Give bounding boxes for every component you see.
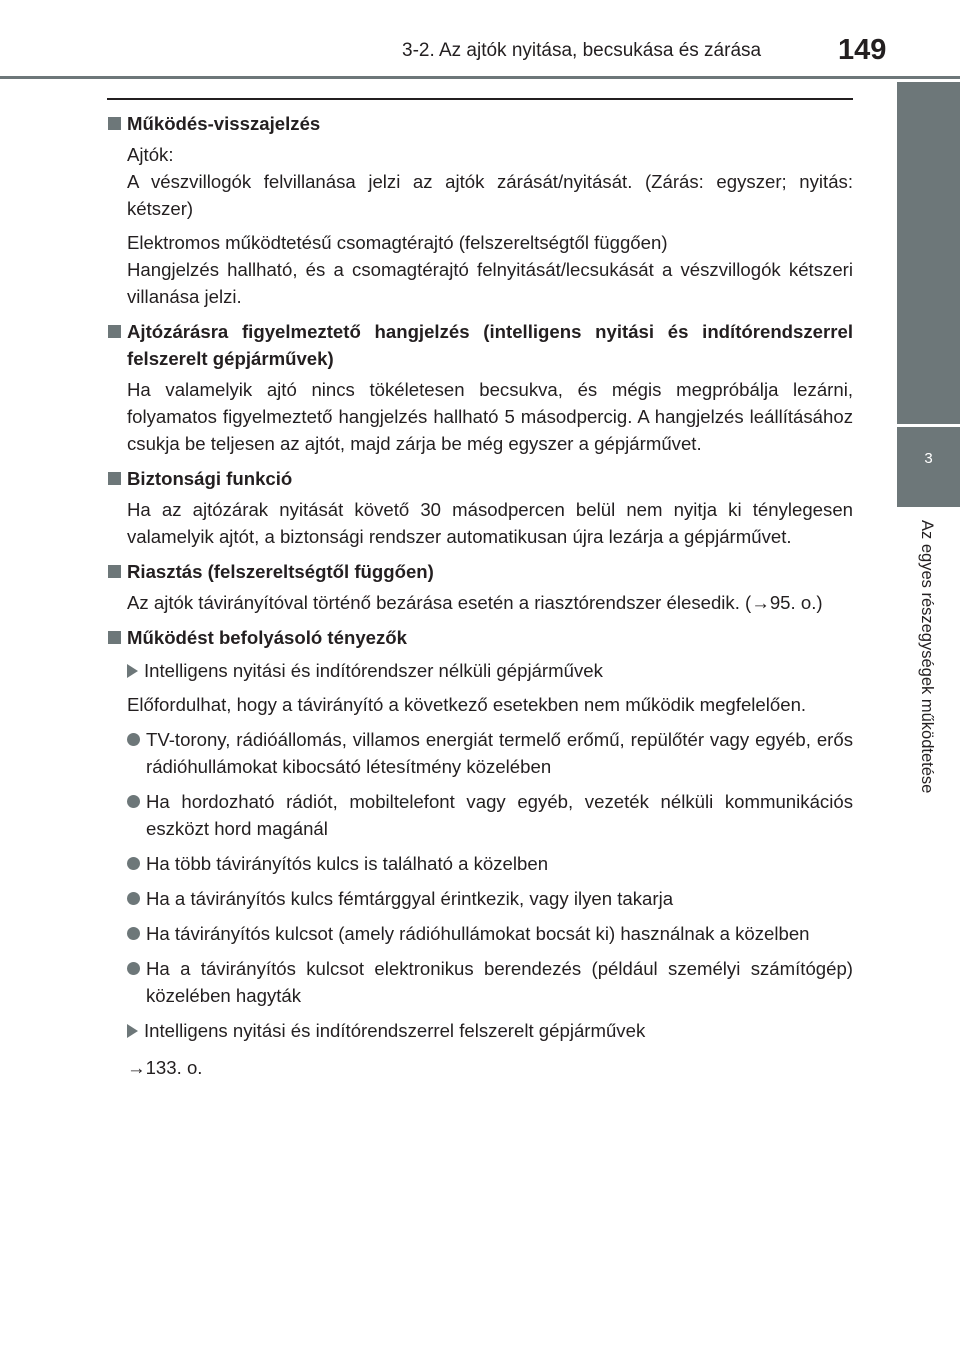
triangle-bullet-icon <box>127 664 138 678</box>
paragraph: Elektromos működtetésű csomagtérajtó (felszereltségtől függően) <box>127 232 668 253</box>
paragraph: Az ajtók távirányítóval történő bezárása esetén a riasztórendszer élesedik. (→95. o.) <box>127 592 823 613</box>
subheading: Intelligens nyitási és indítórendszerrel felszerelt gépjárművek <box>107 1017 853 1044</box>
header-section-title: 3-2. Az ajtók nyitása, becsukása és zárása <box>402 40 762 61</box>
chapter-number: 3 <box>924 450 933 467</box>
content-top-rule <box>107 98 853 100</box>
list-item: TV-torony, rádióállomás, villamos energiát termelő erőmű, repülőtér vagy egyéb, erős rádióhullámokat kibocsátó létesítmény közelében <box>107 726 853 780</box>
section-heading: Működést befolyásoló tényezők <box>107 624 853 651</box>
section-heading: Riasztás (felszereltségtől függően) <box>107 558 853 585</box>
section-heading: Működés-visszajelzés <box>107 110 853 137</box>
subheading: Intelligens nyitási és indítórendszer nélküli gépjárművek <box>107 657 853 684</box>
page-content <box>107 110 853 1081</box>
paragraph: A vészvillogók felvillanása jelzi az ajtók zárását/nyitását. (Zárás: egyszer; nyitás: kétszer) <box>127 171 853 219</box>
square-bullet-icon <box>108 565 121 578</box>
paragraph: Ha az ajtózárak nyitását követő 30 másodpercen belül nem nyitja ki ténylegesen valamelyik ajtót, a biztonsági rendszer automatikusan újra lezárja a gépjárművet. <box>127 499 853 547</box>
section-heading: Biztonsági funkció <box>107 465 853 492</box>
round-bullet-icon <box>127 733 140 746</box>
paragraph: Ajtók: <box>127 144 174 165</box>
list-item: Ha távirányítós kulcsot (amely rádióhullámokat bocsát ki) használnak a közelben <box>107 920 853 947</box>
triangle-bullet-icon <box>127 1024 138 1038</box>
paragraph: Előfordulhat, hogy a távirányító a következő esetekben nem működik megfelelően. <box>127 694 807 715</box>
square-bullet-icon <box>108 631 121 644</box>
list-item: Ha a távirányítós kulcsot elektronikus berendezés (például személyi számítógép) közelében hagyták <box>107 955 853 1009</box>
round-bullet-icon <box>127 962 140 975</box>
list-item: Ha hordozható rádiót, mobiltelefont vagy egyéb, vezeték nélküli kommunikációs eszközt hord magánál <box>107 788 853 842</box>
paragraph: Ha valamelyik ajtó nincs tökéletesen becsukva, és mégis megpróbálja lezárni, folyamatos figyelmeztető hangjelzés hallható 5 másodpercig. A hangjelzés leállításához csukja be teljesen az ajtót, majd zárja be még egyszer a gépjárművet. <box>127 379 853 454</box>
header-rule <box>0 76 960 79</box>
paragraph: Hangjelzés hallható, és a csomagtérajtó felnyitását/lecsukását a vészvillogók kétszeri villanása jelzi. <box>127 259 853 307</box>
round-bullet-icon <box>127 795 140 808</box>
chapter-title: Az egyes részegységek működtetése <box>918 520 936 794</box>
round-bullet-icon <box>127 927 140 940</box>
section-heading: Ajtózárásra figyelmeztető hangjelzés (intelligens nyitási és indítórendszerrel felszerelt gépjárművek) <box>107 318 853 372</box>
reference: →133. o. <box>127 1057 203 1078</box>
square-bullet-icon <box>108 117 121 130</box>
round-bullet-icon <box>127 857 140 870</box>
page-number: 149 <box>838 34 887 66</box>
chapter-tab <box>897 427 960 507</box>
square-bullet-icon <box>108 325 121 338</box>
list-item: Ha több távirányítós kulcs is található a közelben <box>107 850 853 877</box>
side-bar <box>897 82 960 424</box>
list-item: Ha a távirányítós kulcs fémtárggyal érintkezik, vagy ilyen takarja <box>107 885 853 912</box>
round-bullet-icon <box>127 892 140 905</box>
square-bullet-icon <box>108 472 121 485</box>
